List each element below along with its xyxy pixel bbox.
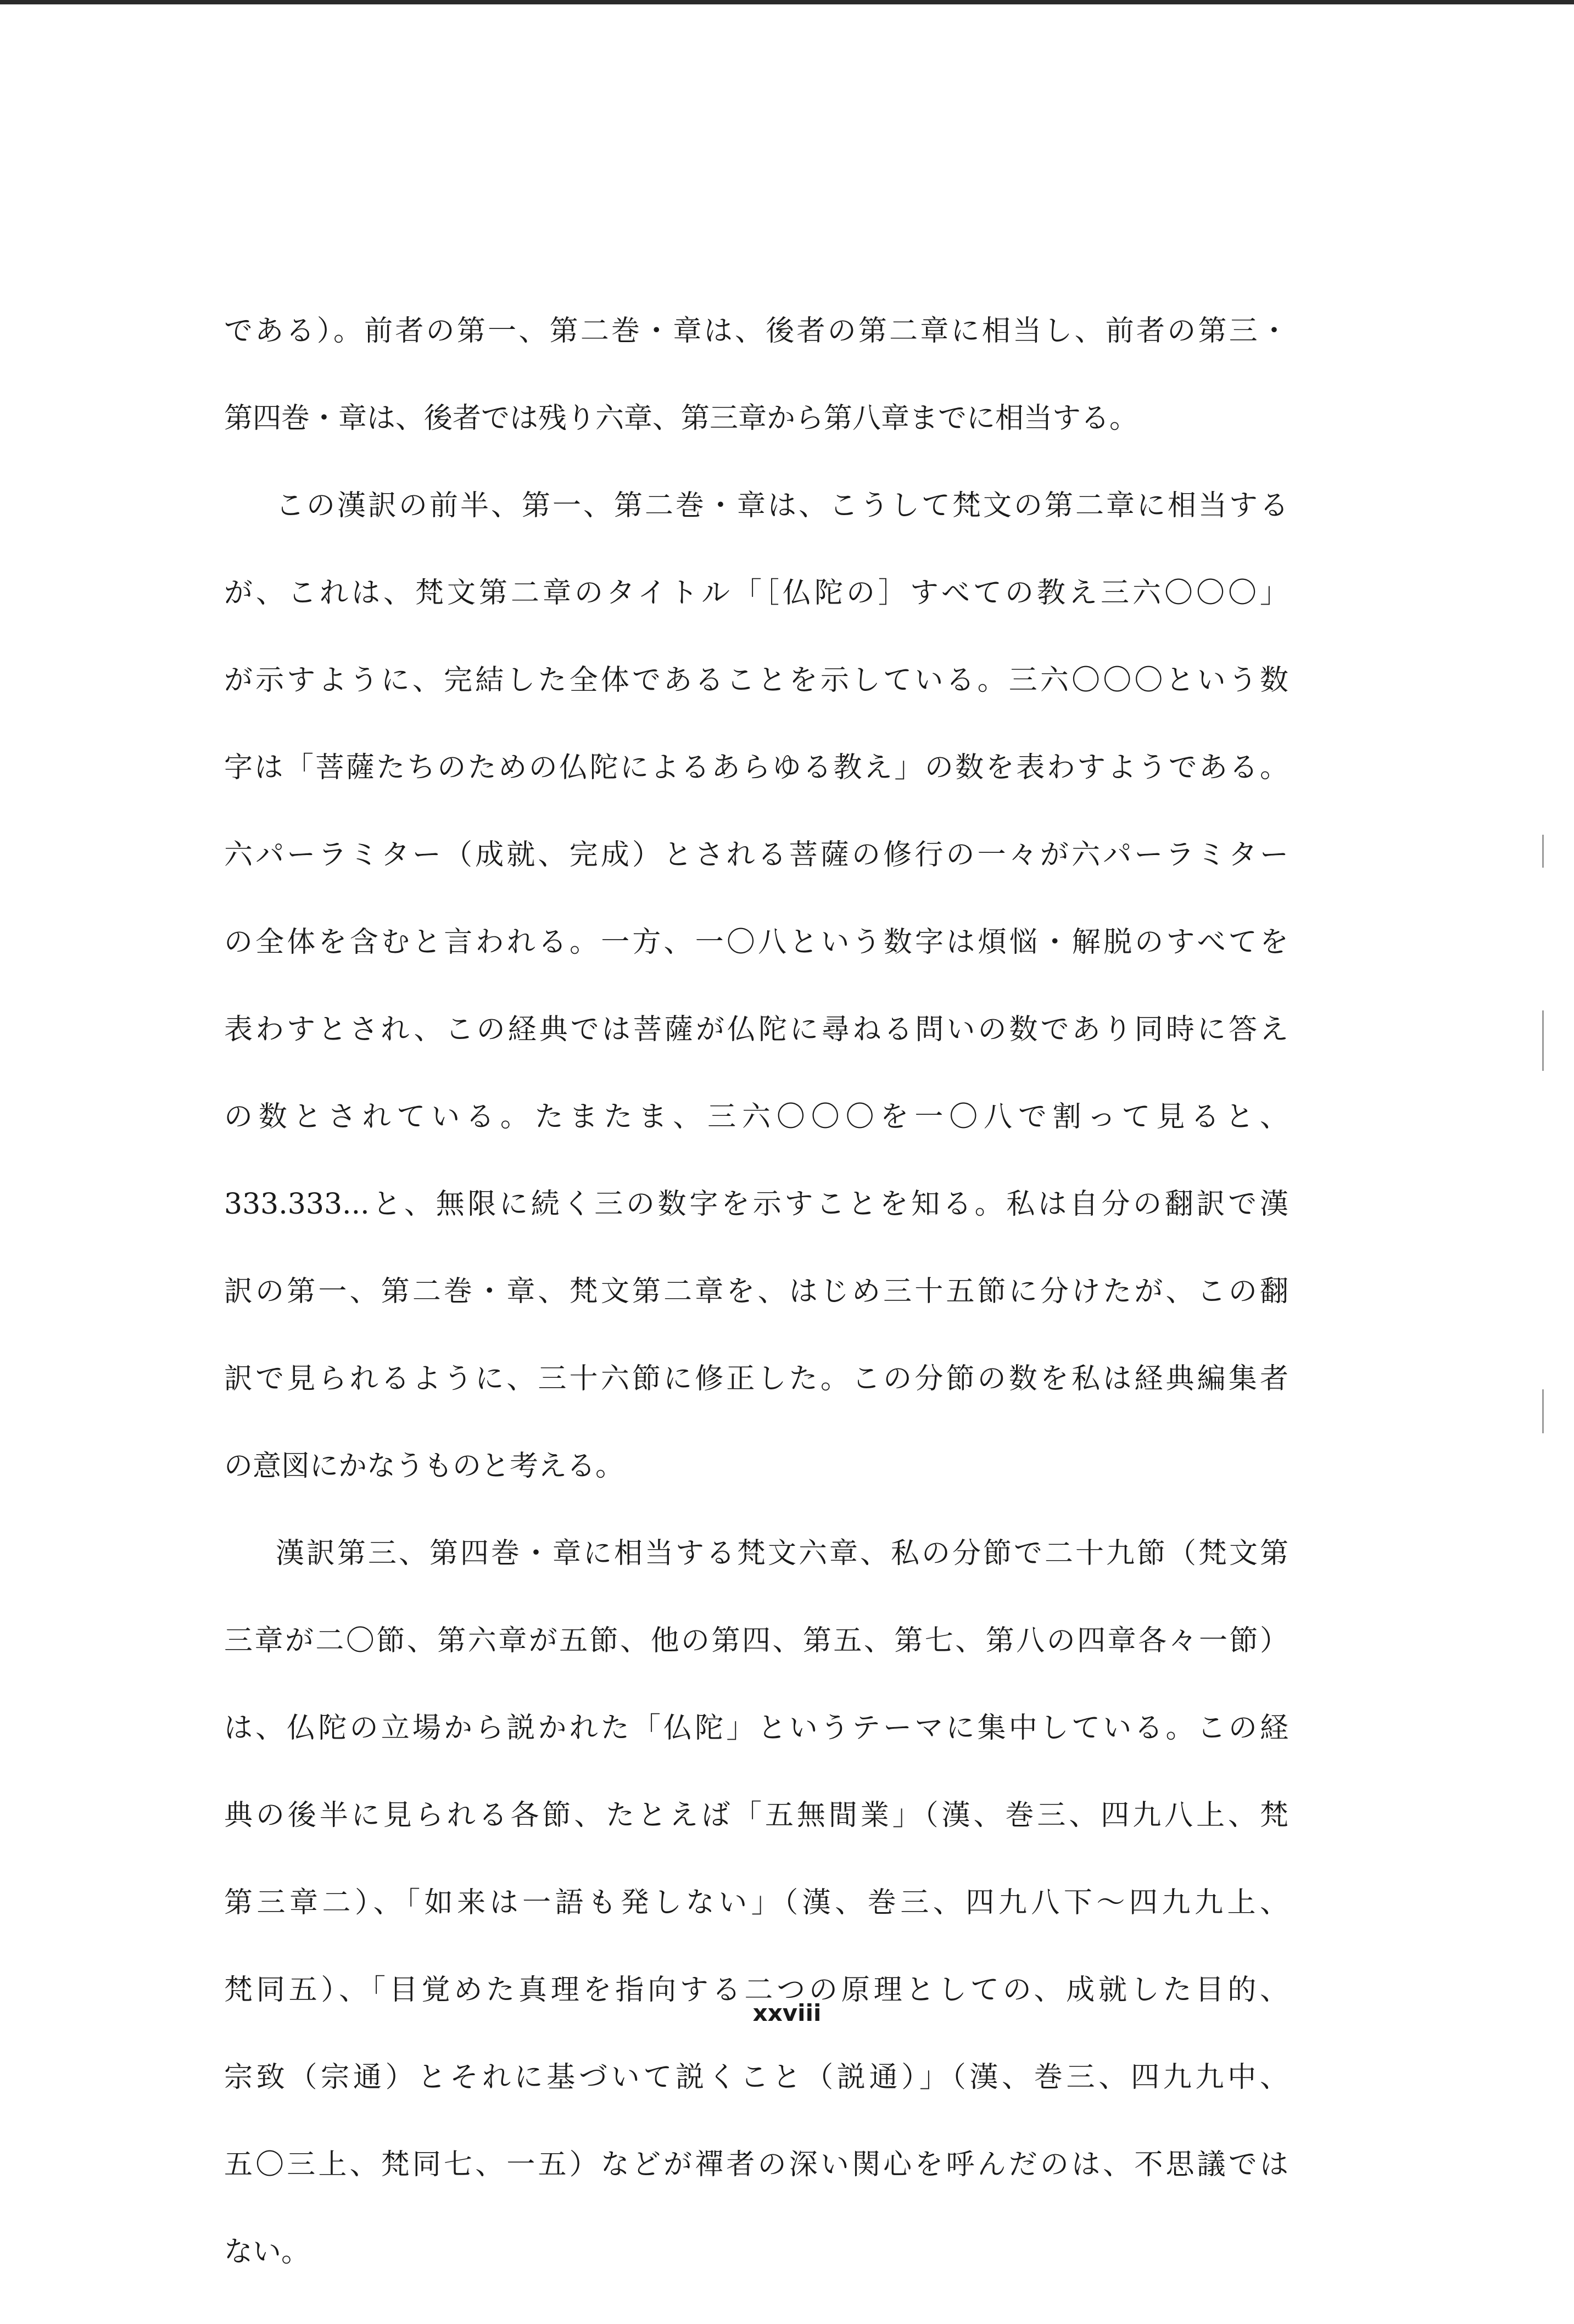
paragraph-3-line-3: は、仏陀の立場から説かれた「仏陀」というテーマに集中している。この経 [224, 1713, 1288, 1744]
paragraph-2-line-12: の意図にかなうものと考える。 [224, 1451, 624, 1482]
paragraph-3-line-8: 五〇三上、梵同七、一五）などが禪者の深い関心を呼んだのは、不思議では [224, 2149, 1288, 2180]
paragraph-2-line-1: この漢訳の前半、第一、第二巻・章は、こうして梵文の第二章に相当する [276, 490, 1288, 521]
paragraph-2-line-10: 訳の第一、第二巻・章、梵文第二章を、はじめ三十五節に分けたが、この翻 [224, 1276, 1288, 1307]
top-edge-rule [0, 0, 1574, 4]
scan-mark-2 [1542, 1010, 1544, 1071]
paragraph-2-line-7: 表わすとされ、この経典では菩薩が仏陀に尋ねる問いの数であり同時に答え [224, 1014, 1288, 1045]
paragraph-3-line-7: 宗致（宗通）とそれに基づいて説くこと（説通）」（漢、巻三、四九九中、 [224, 2062, 1288, 2093]
paragraph-2-line-2: が、これは、梵文第二章のタイトル「［仏陀の］すべての教え三六〇〇〇」 [224, 578, 1288, 608]
paragraph-2-line-5: 六パーラミター（成就、完成）とされる菩薩の修行の一々が六パーラミター [224, 840, 1288, 870]
paragraph-2-line-3: が示すように、完結した全体であることを示している。三六〇〇〇という数 [224, 665, 1288, 696]
paragraph-3-line-5: 第三章二）、「如来は一語も発しない」（漢、巻三、四九八下～四九九上、 [224, 1887, 1288, 1918]
scan-mark-1 [1542, 835, 1544, 868]
paragraph-3-line-4: 典の後半に見られる各節、たとえば「五無間業」（漢、巻三、四九八上、梵 [224, 1800, 1288, 1831]
paragraph-3-line-6: 梵同五）、「目覚めた真理を指向する二つの原理としての、成就した目的、 [224, 1975, 1288, 2005]
scan-mark-3 [1542, 1389, 1544, 1433]
page-number: xxviii [752, 1999, 822, 2026]
paragraph-2-line-9: 333.333...と、無限に続く三の数字を示すことを知る。私は自分の翻訳で漢 [224, 1189, 1288, 1220]
paragraph-3-line-9: ない。 [224, 2237, 310, 2267]
paragraph-1-line-2: 第四巻・章は、後者では残り六章、第三章から第八章までに相当する。 [224, 403, 1138, 434]
paragraph-3-line-1: 漢訳第三、第四巻・章に相当する梵文六章、私の分節で二十九節（梵文第 [276, 1538, 1288, 1569]
paragraph-3-line-2: 三章が二〇節、第六章が五節、他の第四、第五、第七、第八の四章各々一節） [224, 1625, 1288, 1656]
paragraph-2-line-8: の数とされている。たまたま、三六〇〇〇を一〇八で割って見ると、 [224, 1102, 1288, 1132]
paragraph-2-line-4: 字は「菩薩たちのための仏陀によるあらゆる教え」の数を表わすようである。 [224, 752, 1288, 783]
paragraph-2-line-11: 訳で見られるように、三十六節に修正した。この分節の数を私は経典編集者 [224, 1364, 1288, 1394]
paragraph-2-line-6: の全体を含むと言われる。一方、一〇八という数字は煩悩・解脱のすべてを [224, 927, 1288, 958]
paragraph-1-line-1: である）。前者の第一、第二巻・章は、後者の第二章に相当し、前者の第三・ [224, 316, 1288, 347]
